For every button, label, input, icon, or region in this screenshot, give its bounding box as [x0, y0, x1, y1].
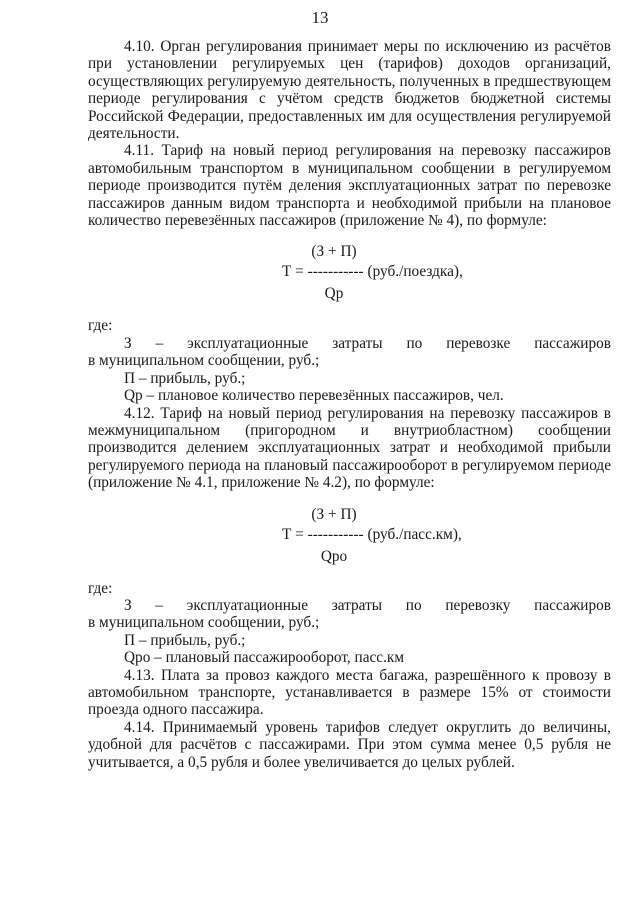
where-label: где: — [88, 579, 113, 597]
formula-denominator: Qpo — [320, 547, 348, 565]
formula-line: Т = ----------- (руб./поездка), — [282, 263, 463, 281]
paragraph-4-13: 4.13. Плата за провоз каждого места багажа, разрешённого к провозу в автомобильном транспорте, устанавливается в размере 15% от стоимости проезда одного пассажира. — [88, 666, 611, 719]
definition-z: З – эксплуатационные затраты по перевозке пассажиров — [124, 334, 611, 352]
formula-numerator: (З + П) — [311, 505, 357, 523]
formula-passkm — [88, 506, 611, 564]
formula-denominator: Qp — [324, 285, 344, 303]
paragraph-4-11: 4.11. Тариф на новый период регулирования на перевозку пассажиров автомобильным транспортом в муниципальном сообщении в регулируемом периоде производится путём деления эксплуатационных затрат по перевозке пассажиров данным видом транспорта и необходимой прибыли на плановое количество перевезённых пассажиров (приложение № 4), по формуле: — [88, 142, 611, 230]
formula-numerator: (З + П) — [311, 243, 357, 261]
definition-z-cont: в муниципальном сообщении, руб.; — [88, 614, 320, 632]
paragraph-4-10: 4.10. Орган регулирования принимает меры по исключению из расчётов при установлении регулируемых цен (тарифов) доходов организаций, осуществляющих регулируемую деятельность, полученных в предшествующем периоде регулирования с учётом средств бюджетов бюджетной системы Российской Федерации, предоставленных им для осуществления регулируемой деятельности. — [88, 38, 611, 143]
definition-q: Qро – плановый пассажирооборот, пасс.км — [124, 649, 405, 667]
definition-z-cont: в муниципальном сообщении, руб.; — [88, 352, 320, 370]
document-body — [88, 38, 611, 771]
definition-z: З – эксплуатационные затраты по перевозку пассажиров — [124, 596, 611, 614]
formula-trip — [88, 243, 611, 301]
paragraph-4-14: 4.14. Принимаемый уровень тарифов следует округлить до величины, удобной для расчётов с пассажирами. При этом сумма менее 0,5 рубля не учитывается, а 0,5 рубля и более увеличивается до целых рублей. — [88, 718, 611, 771]
definition-p: П – прибыль, руб.; — [124, 369, 246, 387]
definition-q: Qр – плановое количество перевезённых пассажиров, чел. — [124, 387, 504, 405]
formula-line: Т = ----------- (руб./пасс.км), — [282, 525, 462, 543]
definition-p: П – прибыль, руб.; — [124, 631, 246, 649]
page-number: 13 — [311, 8, 329, 27]
paragraph-4-12: 4.12. Тариф на новый период регулирования на перевозку пассажиров в межмуниципальном (пригородном и внутриобластном) сообщении производится делением эксплуатационных затрат и необходимой прибыли регулируемого периода на плановый пассажирооборот в регулируемом периоде (приложение № 4.1, приложение № 4.2), по формуле: — [88, 404, 611, 492]
where-label: где: — [88, 317, 113, 335]
